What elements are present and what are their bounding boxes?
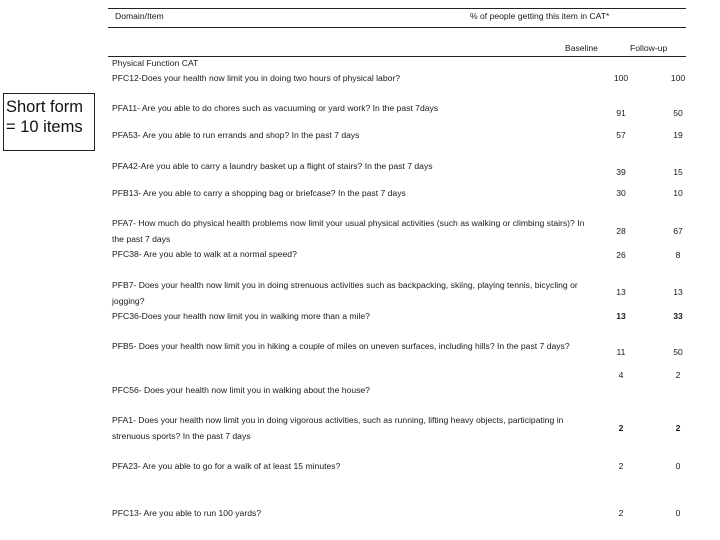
- baseline-pfa23: 2: [618, 461, 624, 471]
- followup-pfc56: 2: [675, 370, 681, 380]
- baseline-pfa42: 39: [616, 167, 626, 177]
- item-pfc56: PFC56- Does your health now limit you in walking about the house?: [112, 385, 370, 395]
- item-pfa42: PFA42-Are you able to carry a laundry basket up a flight of stairs? In the past 7 days: [112, 161, 433, 171]
- item-pfc12: PFC12-Does your health now limit you in doing two hours of physical labor?: [112, 73, 401, 83]
- followup-pfa42: 15: [673, 167, 683, 177]
- followup-pfb13: 10: [673, 188, 683, 198]
- baseline-pfa53: 57: [616, 130, 626, 140]
- header-mid-rule: [108, 27, 686, 28]
- followup-pfc36: 33: [673, 311, 683, 321]
- followup-pfc38: 8: [675, 250, 681, 260]
- followup-pfa7: 67: [673, 226, 683, 236]
- followup-pfb7: 13: [673, 287, 683, 297]
- header-followup: Follow-up: [630, 43, 668, 53]
- header-top-rule: [108, 8, 686, 9]
- item-pfa23: PFA23- Are you able to go for a walk of at least 15 minutes?: [112, 461, 341, 471]
- item-pfa53: PFA53- Are you able to run errands and shop? In the past 7 days: [112, 130, 360, 140]
- followup-pfc12: 100: [670, 73, 686, 83]
- item-pfc38: PFC38- Are you able to walk at a normal speed?: [112, 249, 297, 259]
- baseline-pfb13: 30: [616, 188, 626, 198]
- followup-pfb5: 50: [673, 347, 683, 357]
- baseline-pfa11: 91: [616, 108, 626, 118]
- short-form-line2: = 10 items: [6, 118, 83, 136]
- item-pfc36: PFC36-Does your health now limit you in walking more than a mile?: [112, 311, 370, 321]
- item-pfb5: PFB5- Does your health now limit you in hiking a couple of miles on uneven surfaces, including hills? In the past 7 days?: [112, 341, 570, 351]
- baseline-pfa1: 2: [618, 423, 624, 433]
- followup-pfc13: 0: [675, 508, 681, 518]
- followup-pfa23: 0: [675, 461, 681, 471]
- item-pfb13: PFB13- Are you able to carry a shopping bag or briefcase? In the past 7 days: [112, 188, 406, 198]
- followup-pfa53: 19: [673, 130, 683, 140]
- followup-pfa1: 2: [675, 423, 681, 433]
- baseline-pfc38: 26: [616, 250, 626, 260]
- followup-pfa11: 50: [673, 108, 683, 118]
- item-pfb7: PFB7- Does your health now limit you in doing strenuous activities such as backpacking, skiing, playing tennis, bicycling or jogging?: [112, 280, 578, 306]
- short-form-label: [3, 93, 95, 151]
- item-pfc13: PFC13- Are you able to run 100 yards?: [112, 508, 262, 518]
- baseline-pfb7: 13: [616, 287, 626, 297]
- baseline-pfc13: 2: [618, 508, 624, 518]
- baseline-pfc36: 13: [616, 311, 626, 321]
- baseline-pfb5: 11: [616, 347, 626, 357]
- header-percent-cat: % of people getting this item in CAT*: [470, 11, 610, 21]
- baseline-pfa7: 28: [616, 226, 626, 236]
- item-pfa1: PFA1- Does your health now limit you in doing vigorous activities, such as running, lifting heavy objects, participating in strenuous sports? In the past 7 days: [112, 415, 564, 441]
- baseline-pfc56: 4: [618, 370, 624, 380]
- item-pfa7: PFA7- How much do physical health problems now limit your usual physical activities (such as walking or climbing stairs)? In the past 7 days: [112, 218, 585, 244]
- header-bottom-rule: [108, 56, 686, 57]
- header-baseline: Baseline: [565, 43, 598, 53]
- item-pfa11: PFA11- Are you able to do chores such as vacuuming or yard work? In the past 7days: [112, 103, 439, 113]
- header-domain-item: Domain/Item: [115, 11, 164, 21]
- baseline-pfc12: 100: [613, 73, 629, 83]
- section-title: Physical Function CAT: [112, 58, 199, 68]
- short-form-line1: Short form: [6, 98, 84, 116]
